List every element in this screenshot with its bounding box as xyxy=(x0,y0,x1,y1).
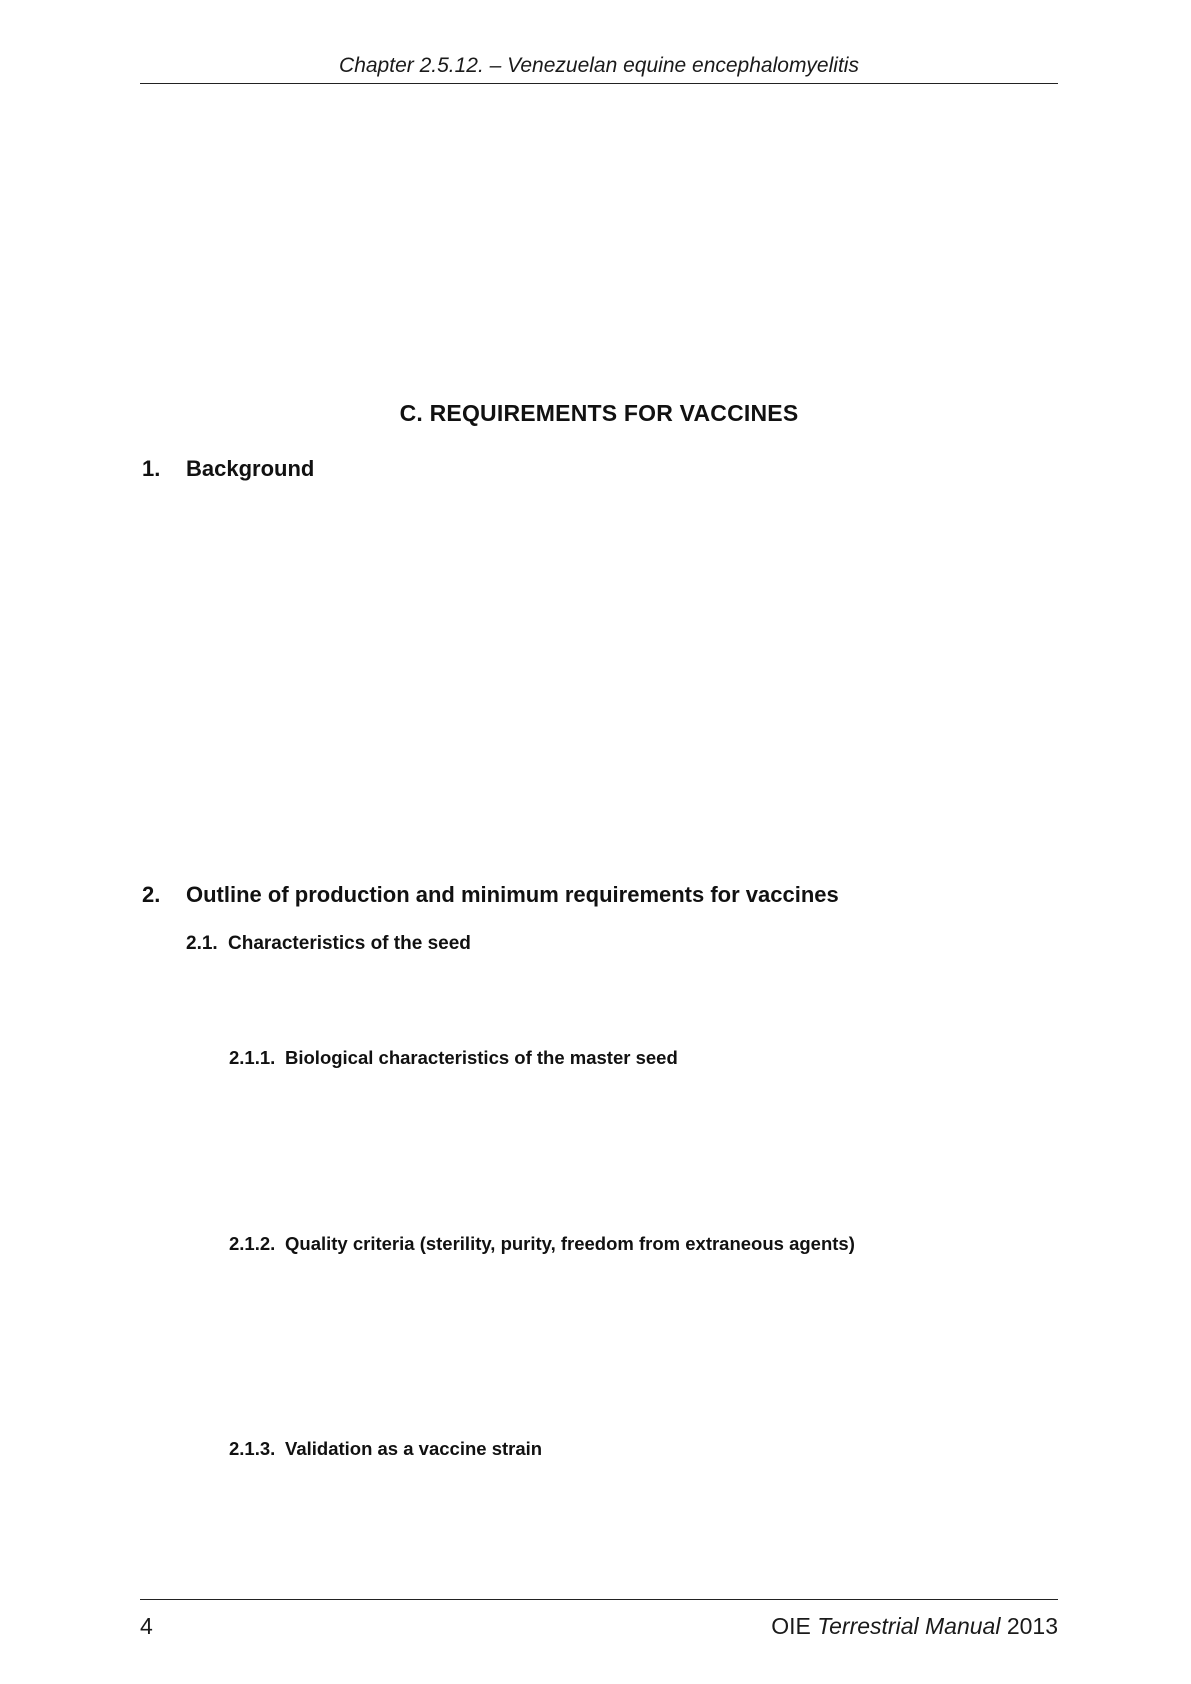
header-rule xyxy=(140,83,1058,84)
heading-characteristics-of-seed xyxy=(186,933,471,955)
heading-outline-of-production xyxy=(142,882,839,908)
heading-number: 1. xyxy=(142,456,161,481)
heading-text: Background xyxy=(186,456,315,481)
heading-number: 2.1.2. xyxy=(229,1233,276,1254)
page-number: 4 xyxy=(140,1613,153,1639)
publication-title xyxy=(771,1613,1058,1640)
heading-text: Biological characteristics of the master seed xyxy=(285,1047,678,1068)
publication-prefix: OIE xyxy=(771,1613,818,1639)
footer-rule xyxy=(140,1599,1058,1600)
heading-validation xyxy=(229,1438,542,1460)
heading-quality-criteria xyxy=(229,1233,855,1255)
heading-text: Outline of production and minimum requirements for vaccines xyxy=(186,882,839,907)
heading-biological-characteristics xyxy=(229,1047,678,1069)
publication-italic-title: Terrestrial Manual xyxy=(817,1613,1001,1639)
heading-number: 2. xyxy=(142,882,161,907)
publication-year: 2013 xyxy=(1000,1613,1058,1639)
heading-number: 2.1.1. xyxy=(229,1047,276,1068)
heading-background xyxy=(142,456,314,482)
running-header: Chapter 2.5.12. – Venezuelan equine encephalomyelitis xyxy=(339,54,859,77)
section-title: C. REQUIREMENTS FOR VACCINES xyxy=(399,400,799,426)
heading-number: 2.1. xyxy=(186,933,218,954)
heading-text: Validation as a vaccine strain xyxy=(285,1438,543,1459)
heading-number: 2.1.3. xyxy=(229,1438,276,1459)
heading-text: Characteristics of the seed xyxy=(228,933,471,954)
heading-text: Quality criteria (sterility, purity, freedom from extraneous agents) xyxy=(285,1233,855,1254)
